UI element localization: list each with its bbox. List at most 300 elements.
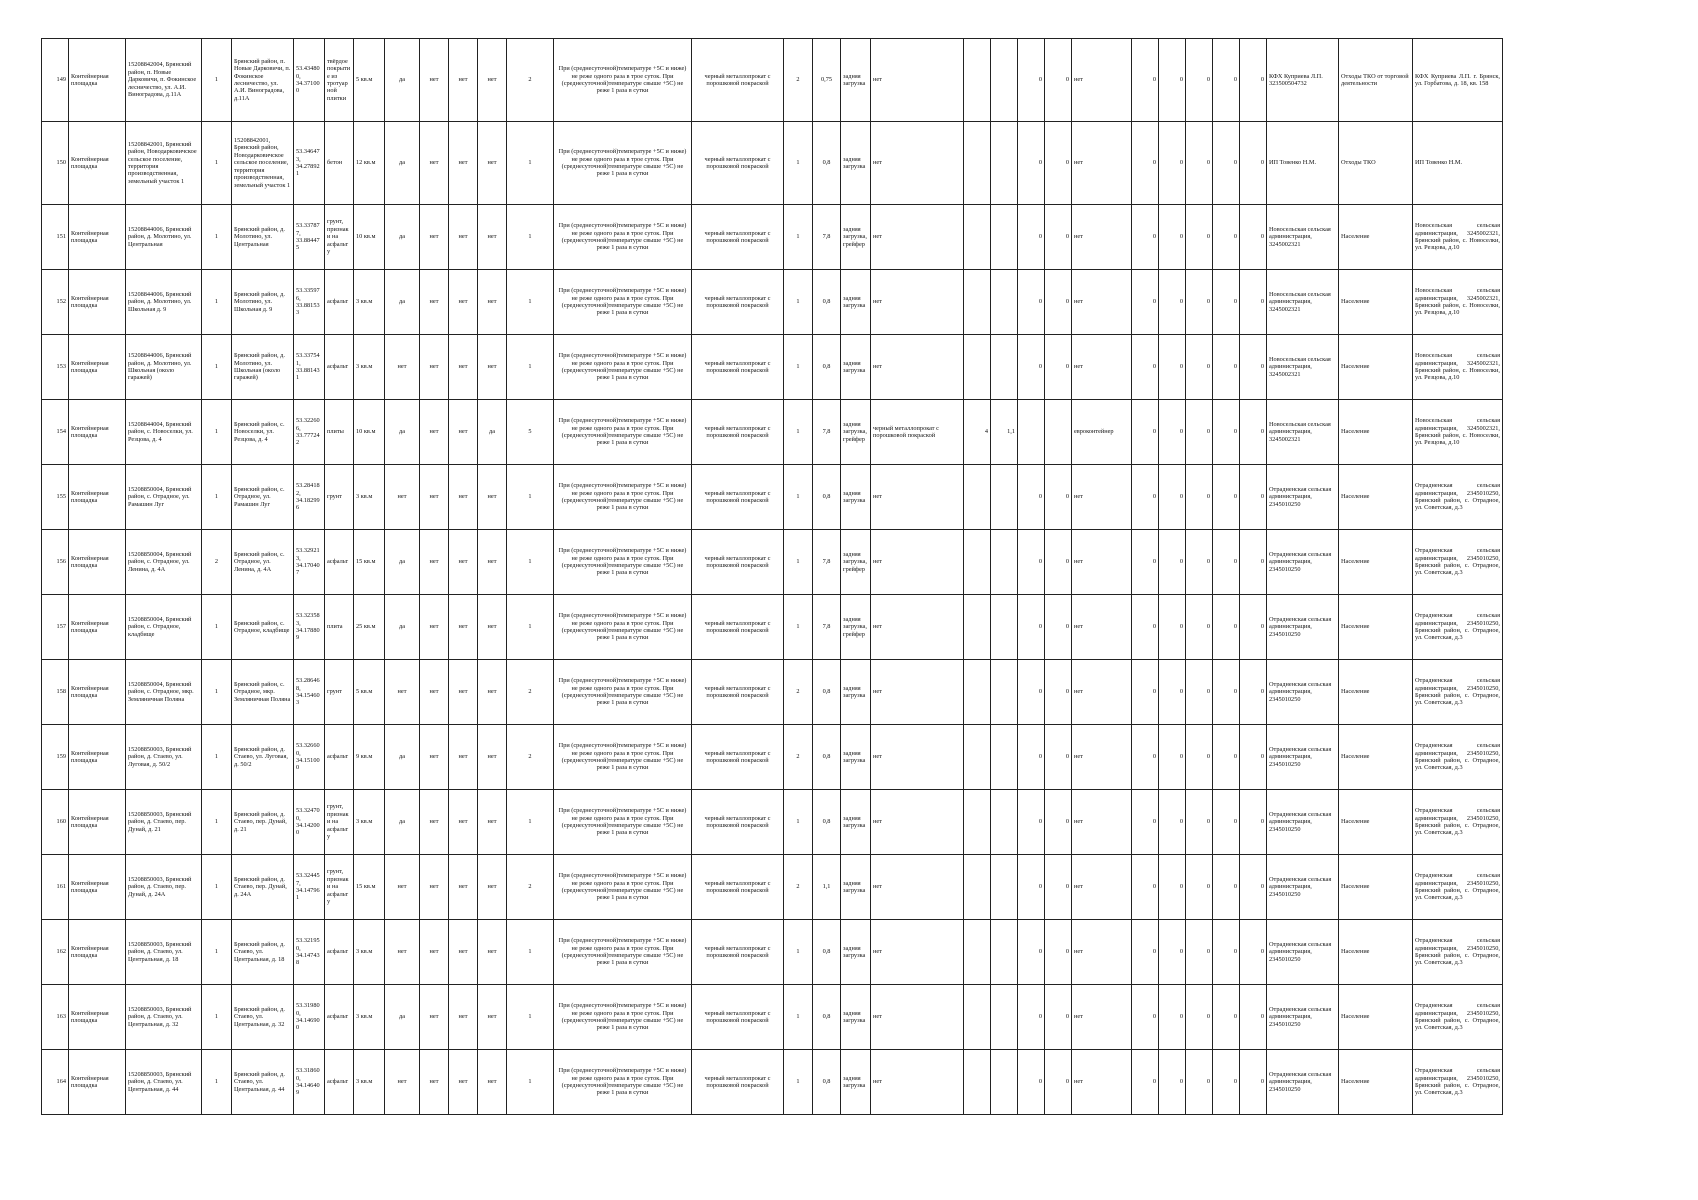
cell-z3: 0 [1186, 205, 1213, 270]
cell-v3: 0 [1018, 335, 1045, 400]
cell-owner: Новосельская сельская администрация, 3245002321, Брянский район, с. Новоселки, ул. Резцова, д.10 [1413, 270, 1503, 335]
cell-one: 1 [202, 39, 232, 122]
table-row [42, 660, 1503, 725]
cell-freq: При (среднесуточной)температуре +5С и ниже) не реже одного раза в трое суток. При (среднесуточной)температуре свыше +5С) не реже 1 раза в сутки [554, 985, 692, 1050]
cell-f4: нет [478, 530, 507, 595]
cell-z3: 0 [1186, 122, 1213, 205]
cell-f3: нет [449, 465, 478, 530]
cell-freq: При (среднесуточной)температуре +5С и ниже) не реже одного раза в трое суток. При (среднесуточной)температуре свыше +5С) не реже 1 раза в сутки [554, 205, 692, 270]
cell-surface: твёрдое покрытие из тротуарной плитки [325, 39, 354, 122]
cell-fence: да [385, 790, 420, 855]
cell-roof: нет [420, 400, 449, 465]
cell-z1: 0 [1132, 660, 1159, 725]
cell-z4: 0 [1213, 1050, 1240, 1115]
cell-z2: 0 [1159, 985, 1186, 1050]
cell-z2: 0 [1159, 335, 1186, 400]
cell-sep: нет [871, 122, 964, 205]
cell-addr: Брянский район, п. Новые Дарковичи, п. Фокинское лесничество, ул. А.И. Виноградова, д.11А [232, 39, 294, 122]
cell-f4: нет [478, 122, 507, 205]
cell-mat: черный металлопрокат с порошковой покраской [692, 660, 784, 725]
cell-org: Отрадненская сельская администрация, 2345010250 [1267, 1050, 1339, 1115]
cell-mat: черный металлопрокат с порошковой покраской [692, 725, 784, 790]
cell-load: задняя загрузка [841, 725, 871, 790]
cell-roof: нет [420, 270, 449, 335]
cell-z3: 0 [1186, 595, 1213, 660]
cell-mat: черный металлопрокат с порошковой покраской [692, 530, 784, 595]
cell-freq: При (среднесуточной)температуре +5С и ниже) не реже одного раза в трое суток. При (среднесуточной)температуре свыше +5С) не реже 1 раза в сутки [554, 920, 692, 985]
cell-z4: 0 [1213, 530, 1240, 595]
cell-z2: 0 [1159, 122, 1186, 205]
cell-z5: 0 [1240, 790, 1267, 855]
table-row [42, 465, 1503, 530]
cell-v2 [991, 855, 1018, 920]
cell-fence: да [385, 595, 420, 660]
cell-freq: При (среднесуточной)температуре +5С и ниже) не реже одного раза в трое суток. При (среднесуточной)температуре свыше +5С) не реже 1 раза в сутки [554, 1050, 692, 1115]
cell-n1: 1 [784, 400, 813, 465]
cell-one: 2 [202, 530, 232, 595]
cell-v3: 0 [1018, 855, 1045, 920]
cell-z5: 0 [1240, 1050, 1267, 1115]
cell-org: Отрадненская сельская администрация, 2345010250 [1267, 725, 1339, 790]
cell-inn: 15208850003, Брянский район, д. Стаево, пер. Дунай, д. 21 [126, 790, 202, 855]
cell-sep: нет [871, 790, 964, 855]
cell-v3 [1018, 400, 1045, 465]
cell-addr: 15208842001, Брянский район, Новодарковичское сельское поселение, территория производственная, земельный участок 1 [232, 122, 294, 205]
cell-z4: 0 [1213, 335, 1240, 400]
cell-z5: 0 [1240, 855, 1267, 920]
cell-load: задняя загрузка, грейфер [841, 595, 871, 660]
cell-fence: нет [385, 855, 420, 920]
cell-z4: 0 [1213, 920, 1240, 985]
cell-num: 152 [42, 270, 69, 335]
cell-one: 1 [202, 1050, 232, 1115]
cell-roof: нет [420, 660, 449, 725]
cell-area: 3 кв.м [354, 270, 385, 335]
cell-src: Население [1339, 595, 1413, 660]
cell-n1: 1 [784, 1050, 813, 1115]
cell-z1: 0 [1132, 530, 1159, 595]
cell-area: 5 кв.м [354, 660, 385, 725]
cell-one: 1 [202, 855, 232, 920]
cell-org: Новосельская сельская администрация, 3245002321 [1267, 270, 1339, 335]
cell-f3: нет [449, 855, 478, 920]
cell-v1 [964, 205, 991, 270]
cell-owner: Отрадненская сельская администрация, 2345010250, Брянский район, с. Отрадное, ул. Советская, д.3 [1413, 595, 1503, 660]
cell-vol: 0,8 [813, 725, 841, 790]
cell-f4: нет [478, 335, 507, 400]
cell-f4: нет [478, 855, 507, 920]
cell-v2 [991, 725, 1018, 790]
cell-v4: 0 [1045, 725, 1072, 790]
cell-v4: 0 [1045, 1050, 1072, 1115]
cell-inn: 15208850004, Брянский район, с. Отрадное, мкр. Земляничная Поляна [126, 660, 202, 725]
cell-load: задняя загрузка [841, 1050, 871, 1115]
cell-f3: нет [449, 122, 478, 205]
cell-area: 15 кв.м [354, 855, 385, 920]
cell-surface: грунт, признаки на асфальту [325, 790, 354, 855]
cell-z5: 0 [1240, 122, 1267, 205]
cell-v2 [991, 335, 1018, 400]
cell-vol: 0,8 [813, 790, 841, 855]
cell-z1: 0 [1132, 205, 1159, 270]
cell-mat: черный металлопрокат с порошковой покраской [692, 920, 784, 985]
cell-f4: нет [478, 1050, 507, 1115]
cell-surface: плиты [325, 400, 354, 465]
cell-freq: При (среднесуточной)температуре +5С и ниже) не реже одного раза в трое суток. При (среднесуточной)температуре свыше +5С) не реже 1 раза в сутки [554, 595, 692, 660]
cell-sep: нет [871, 465, 964, 530]
cell-addr: Брянский район, д. Стаево, ул. Центральная, д. 44 [232, 1050, 294, 1115]
cell-load: задняя загрузка [841, 39, 871, 122]
cell-v3: 0 [1018, 725, 1045, 790]
cell-vol: 0,8 [813, 920, 841, 985]
cell-z1: 0 [1132, 465, 1159, 530]
cell-ext: нет [1072, 335, 1132, 400]
cell-fence: нет [385, 335, 420, 400]
cell-addr: Брянский район, с. Новоселки, ул. Резцова, д. 4 [232, 400, 294, 465]
cell-n1: 1 [784, 595, 813, 660]
cell-v1 [964, 270, 991, 335]
cell-area: 3 кв.м [354, 1050, 385, 1115]
table-row [42, 985, 1503, 1050]
cell-z3: 0 [1186, 530, 1213, 595]
cell-src: Население [1339, 465, 1413, 530]
cell-org: Отрадненская сельская администрация, 2345010250 [1267, 530, 1339, 595]
cell-z5: 0 [1240, 400, 1267, 465]
cell-f3: нет [449, 725, 478, 790]
cell-vol: 7,8 [813, 530, 841, 595]
cell-roof: нет [420, 855, 449, 920]
cell-v4: 0 [1045, 205, 1072, 270]
cell-v4: 0 [1045, 335, 1072, 400]
cell-v2 [991, 985, 1018, 1050]
cell-num: 163 [42, 985, 69, 1050]
cell-z4: 0 [1213, 660, 1240, 725]
cell-v4: 0 [1045, 39, 1072, 122]
cell-sep: нет [871, 205, 964, 270]
cell-n1: 1 [784, 790, 813, 855]
cell-load: задняя загрузка [841, 465, 871, 530]
cell-cnt: 1 [507, 122, 554, 205]
cell-vol: 0,8 [813, 335, 841, 400]
cell-ext: нет [1072, 855, 1132, 920]
cell-src: Отходы ТКО от торговой деятельности [1339, 39, 1413, 122]
cell-one: 1 [202, 660, 232, 725]
cell-z3: 0 [1186, 270, 1213, 335]
cell-z1: 0 [1132, 39, 1159, 122]
cell-owner: Отрадненская сельская администрация, 2345010250, Брянский район, с. Отрадное, ул. Советская, д.3 [1413, 465, 1503, 530]
cell-ext: нет [1072, 1050, 1132, 1115]
cell-z3: 0 [1186, 1050, 1213, 1115]
cell-z2: 0 [1159, 725, 1186, 790]
cell-f3: нет [449, 790, 478, 855]
cell-n1: 2 [784, 39, 813, 122]
cell-v1 [964, 335, 991, 400]
cell-addr: Брянский район, д. Молотино, ул. Центральная [232, 205, 294, 270]
cell-inn: 15208850003, Брянский район, д. Стаево, ул. Центральная, д. 44 [126, 1050, 202, 1115]
cell-f3: нет [449, 595, 478, 660]
cell-area: 9 кв.м [354, 725, 385, 790]
cell-vol: 0,8 [813, 270, 841, 335]
cell-z5: 0 [1240, 465, 1267, 530]
cell-f4: нет [478, 39, 507, 122]
cell-cnt: 2 [507, 660, 554, 725]
cell-type: Контейнерная площадка [69, 725, 126, 790]
cell-n1: 1 [784, 122, 813, 205]
cell-inn: 15208842001, Брянский район, Новодарковичское сельское поселение, территория производственная, земельный участок 1 [126, 122, 202, 205]
cell-mat: черный металлопрокат с порошковой покраской [692, 205, 784, 270]
cell-z4: 0 [1213, 39, 1240, 122]
cell-cnt: 1 [507, 205, 554, 270]
cell-num: 162 [42, 920, 69, 985]
cell-fence: нет [385, 465, 420, 530]
cell-v2 [991, 39, 1018, 122]
cell-surface: асфальт [325, 725, 354, 790]
cell-fence: да [385, 985, 420, 1050]
cell-org: Новосельская сельская администрация, 3245002321 [1267, 400, 1339, 465]
table-row [42, 122, 1503, 205]
cell-v1 [964, 122, 991, 205]
cell-owner: Новосельская сельская администрация, 3245002321, Брянский район, с. Новоселки, ул. Резцова, д.10 [1413, 400, 1503, 465]
cell-z5: 0 [1240, 270, 1267, 335]
cell-v4: 0 [1045, 985, 1072, 1050]
cell-addr: Брянский район, д. Стаево, пер. Дунай, д. 24А [232, 855, 294, 920]
cell-cnt: 1 [507, 985, 554, 1050]
cell-num: 153 [42, 335, 69, 400]
cell-org: Отрадненская сельская администрация, 2345010250 [1267, 985, 1339, 1050]
cell-surface: асфальт [325, 530, 354, 595]
cell-v3: 0 [1018, 595, 1045, 660]
cell-freq: При (среднесуточной)температуре +5С и ниже) не реже одного раза в трое суток. При (среднесуточной)температуре свыше +5С) не реже 1 раза в сутки [554, 400, 692, 465]
cell-v2 [991, 660, 1018, 725]
cell-num: 161 [42, 855, 69, 920]
cell-z3: 0 [1186, 855, 1213, 920]
cell-owner: КФХ Куприева Л.П. г. Брянск, ул. Горбатова, д. 18, кв. 158 [1413, 39, 1503, 122]
cell-v4: 0 [1045, 920, 1072, 985]
cell-z1: 0 [1132, 920, 1159, 985]
cell-addr: Брянский район, д. Стаево, ул. Центральная, д. 32 [232, 985, 294, 1050]
cell-load: задняя загрузка, грейфер [841, 400, 871, 465]
cell-num: 155 [42, 465, 69, 530]
cell-freq: При (среднесуточной)температуре +5С и ниже) не реже одного раза в трое суток. При (среднесуточной)температуре свыше +5С) не реже 1 раза в сутки [554, 530, 692, 595]
cell-org: Отрадненская сельская администрация, 2345010250 [1267, 660, 1339, 725]
cell-f4: нет [478, 790, 507, 855]
cell-surface: грунт [325, 465, 354, 530]
cell-f4: нет [478, 465, 507, 530]
cell-coord: 53.318600, 34.146409 [294, 1050, 325, 1115]
cell-ext: нет [1072, 39, 1132, 122]
cell-f4: нет [478, 920, 507, 985]
cell-inn: 15208844004, Брянский район, с. Новоселки, ул. Резцова, д. 4 [126, 400, 202, 465]
cell-load: задняя загрузка [841, 122, 871, 205]
cell-src: Отходы ТКО [1339, 122, 1413, 205]
cell-z2: 0 [1159, 660, 1186, 725]
cell-n1: 2 [784, 725, 813, 790]
cell-z1: 0 [1132, 855, 1159, 920]
cell-inn: 15208850003, Брянский район, д. Стаево, ул. Центральная, д. 18 [126, 920, 202, 985]
cell-owner: Отрадненская сельская администрация, 2345010250, Брянский район, с. Отрадное, ул. Советская, д.3 [1413, 855, 1503, 920]
cell-n1: 1 [784, 985, 813, 1050]
cell-coord: 53.329213, 34.170407 [294, 530, 325, 595]
cell-area: 3 кв.м [354, 465, 385, 530]
cell-v4: 0 [1045, 530, 1072, 595]
cell-cnt: 1 [507, 790, 554, 855]
cell-one: 1 [202, 205, 232, 270]
cell-fence: да [385, 122, 420, 205]
cell-addr: Брянский район, д. Молотино, ул. Школьная (около гаражей) [232, 335, 294, 400]
cell-coord: 53.326600, 34.151000 [294, 725, 325, 790]
table-row [42, 725, 1503, 790]
cell-vol: 0,8 [813, 985, 841, 1050]
cell-num: 158 [42, 660, 69, 725]
cell-z4: 0 [1213, 595, 1240, 660]
cell-num: 149 [42, 39, 69, 122]
cell-area: 3 кв.м [354, 985, 385, 1050]
cell-f3: нет [449, 530, 478, 595]
cell-type: Контейнерная площадка [69, 920, 126, 985]
cell-z1: 0 [1132, 790, 1159, 855]
cell-freq: При (среднесуточной)температуре +5С и ниже) не реже одного раза в трое суток. При (среднесуточной)температуре свыше +5С) не реже 1 раза в сутки [554, 790, 692, 855]
cell-roof: нет [420, 920, 449, 985]
cell-z1: 0 [1132, 725, 1159, 790]
cell-f3: нет [449, 660, 478, 725]
cell-coord: 53.322606, 33.777242 [294, 400, 325, 465]
cell-cnt: 1 [507, 920, 554, 985]
cell-one: 1 [202, 270, 232, 335]
cell-z3: 0 [1186, 790, 1213, 855]
cell-addr: Брянский район, с. Отрадное, ул. Рамашин Луг [232, 465, 294, 530]
cell-coord: 53.337541, 33.881431 [294, 335, 325, 400]
cell-v1 [964, 1050, 991, 1115]
cell-inn: 15208842004, Брянский район, п. Новые Дарковичи, п. Фокинское лесничество, ул. А.И. Виноградова, д.11А [126, 39, 202, 122]
cell-roof: нет [420, 465, 449, 530]
cell-load: задняя загрузка, грейфер [841, 530, 871, 595]
cell-coord: 53.337877, 33.884475 [294, 205, 325, 270]
cell-v4: 0 [1045, 595, 1072, 660]
cell-vol: 7,8 [813, 205, 841, 270]
cell-n1: 1 [784, 465, 813, 530]
cell-num: 151 [42, 205, 69, 270]
cell-addr: Брянский район, д. Стаево, пер. Дунай, д. 21 [232, 790, 294, 855]
cell-cnt: 1 [507, 530, 554, 595]
cell-freq: При (среднесуточной)температуре +5С и ниже) не реже одного раза в трое суток. При (среднесуточной)температуре свыше +5С) не реже 1 раза в сутки [554, 660, 692, 725]
cell-freq: При (среднесуточной)температуре +5С и ниже) не реже одного раза в трое суток. При (среднесуточной)температуре свыше +5С) не реже 1 раза в сутки [554, 465, 692, 530]
cell-f3: нет [449, 920, 478, 985]
cell-type: Контейнерная площадка [69, 205, 126, 270]
cell-ext: нет [1072, 530, 1132, 595]
cell-f4: нет [478, 270, 507, 335]
cell-v2 [991, 465, 1018, 530]
cell-f3: нет [449, 205, 478, 270]
cell-src: Население [1339, 985, 1413, 1050]
cell-inn: 15208850003, Брянский район, д. Стаево, пер. Дунай, д. 24А [126, 855, 202, 920]
cell-mat: черный металлопрокат с порошковой покраской [692, 465, 784, 530]
cell-v2: 1,1 [991, 400, 1018, 465]
cell-surface: грунт, признаки на асфальту [325, 855, 354, 920]
cell-cnt: 2 [507, 725, 554, 790]
cell-coord: 53.434800, 34.371000 [294, 39, 325, 122]
cell-freq: При (среднесуточной)температуре +5С и ниже) не реже одного раза в трое суток. При (среднесуточной)температуре свыше +5С) не реже 1 раза в сутки [554, 122, 692, 205]
cell-v1 [964, 595, 991, 660]
cell-fence: нет [385, 1050, 420, 1115]
cell-f3: нет [449, 270, 478, 335]
cell-freq: При (среднесуточной)температуре +5С и ниже) не реже одного раза в трое суток. При (среднесуточной)температуре свыше +5С) не реже 1 раза в сутки [554, 39, 692, 122]
cell-inn: 15208850004, Брянский район, с. Отрадное, ул. Ленина, д. 4А [126, 530, 202, 595]
cell-coord: 53.324457, 34.147961 [294, 855, 325, 920]
cell-v4: 0 [1045, 790, 1072, 855]
cell-f4: нет [478, 985, 507, 1050]
cell-f3: нет [449, 985, 478, 1050]
cell-roof: нет [420, 1050, 449, 1115]
cell-v2 [991, 205, 1018, 270]
cell-roof: нет [420, 39, 449, 122]
cell-roof: нет [420, 985, 449, 1050]
cell-z2: 0 [1159, 205, 1186, 270]
cell-org: Отрадненская сельская администрация, 2345010250 [1267, 855, 1339, 920]
cell-owner: Отрадненская сельская администрация, 2345010250, Брянский район, с. Отрадное, ул. Советская, д.3 [1413, 985, 1503, 1050]
cell-f3: нет [449, 1050, 478, 1115]
cell-area: 10 кв.м [354, 205, 385, 270]
cell-cnt: 1 [507, 335, 554, 400]
cell-num: 159 [42, 725, 69, 790]
cell-inn: 15208850003, Брянский район, д. Стаево, ул. Луговая, д. 50/2 [126, 725, 202, 790]
cell-inn: 15208844006, Брянский район, д. Молотино, ул. Школьная д. 9 [126, 270, 202, 335]
cell-one: 1 [202, 595, 232, 660]
cell-one: 1 [202, 335, 232, 400]
cell-num: 154 [42, 400, 69, 465]
cell-vol: 0,8 [813, 660, 841, 725]
cell-z3: 0 [1186, 39, 1213, 122]
cell-type: Контейнерная площадка [69, 1050, 126, 1115]
cell-v3: 0 [1018, 122, 1045, 205]
cell-ext: нет [1072, 122, 1132, 205]
cell-coord: 53.335976, 33.881533 [294, 270, 325, 335]
cell-area: 5 кв.м [354, 39, 385, 122]
table-row [42, 920, 1503, 985]
cell-cnt: 1 [507, 270, 554, 335]
cell-vol: 1,1 [813, 855, 841, 920]
cell-freq: При (среднесуточной)температуре +5С и ниже) не реже одного раза в трое суток. При (среднесуточной)температуре свыше +5С) не реже 1 раза в сутки [554, 855, 692, 920]
cell-z3: 0 [1186, 725, 1213, 790]
cell-v3: 0 [1018, 270, 1045, 335]
cell-addr: Брянский район, с. Отрадное, ул. Ленина, д. 4А [232, 530, 294, 595]
cell-coord: 53.286468, 34.154603 [294, 660, 325, 725]
cell-one: 1 [202, 985, 232, 1050]
cell-type: Контейнерная площадка [69, 985, 126, 1050]
cell-type: Контейнерная площадка [69, 122, 126, 205]
cell-coord: 53.321950, 34.147438 [294, 920, 325, 985]
cell-surface: плита [325, 595, 354, 660]
cell-owner: Отрадненская сельская администрация, 2345010250, Брянский район, с. Отрадное, ул. Советская, д.3 [1413, 790, 1503, 855]
table-row [42, 335, 1503, 400]
table-body [42, 39, 1503, 1115]
cell-v1 [964, 985, 991, 1050]
cell-v1 [964, 660, 991, 725]
cell-vol: 0,75 [813, 39, 841, 122]
cell-f3: нет [449, 39, 478, 122]
cell-coord: 53.319800, 34.146900 [294, 985, 325, 1050]
cell-v3: 0 [1018, 985, 1045, 1050]
cell-z4: 0 [1213, 790, 1240, 855]
cell-num: 156 [42, 530, 69, 595]
cell-org: Новосельская сельская администрация, 3245002321 [1267, 205, 1339, 270]
cell-z3: 0 [1186, 920, 1213, 985]
cell-vol: 7,8 [813, 595, 841, 660]
cell-one: 1 [202, 122, 232, 205]
cell-cnt: 1 [507, 1050, 554, 1115]
cell-mat: черный металлопрокат с порошковой покраской [692, 855, 784, 920]
cell-f3: нет [449, 335, 478, 400]
cell-coord: 53.324700, 34.142000 [294, 790, 325, 855]
